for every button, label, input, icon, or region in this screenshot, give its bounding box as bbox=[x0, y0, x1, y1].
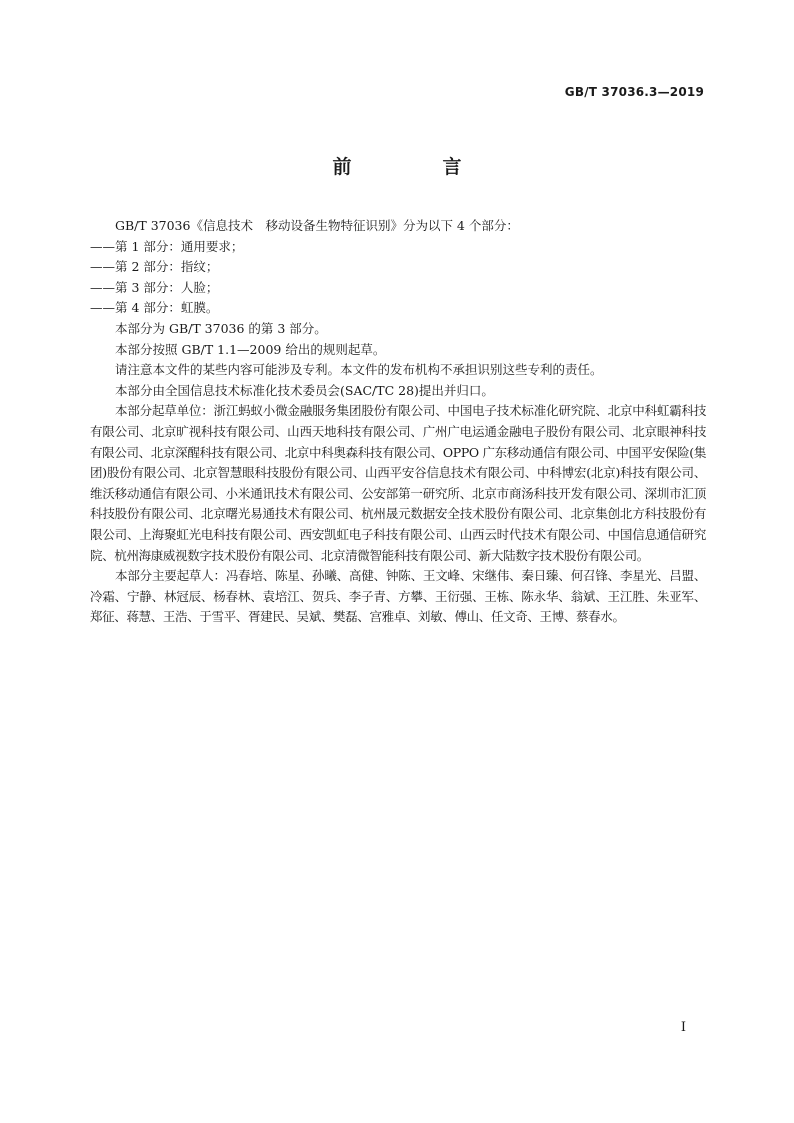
drafting-units-paragraph: 本部分起草单位：浙江蚂蚁小微金融服务集团股份有限公司、中国电子技术标准化研究院、北京中科虹霸科技有限公司、北京旷视科技有限公司、山西天地科技有限公司、广州广电运通金融电子股份有限公司、北京眼神科技有限公司、北京深醒科技有限公司、北京中科奥森科技有限公司、OPPO 广东移动通信有限公司、中国平安保险(集团)股份有限公司、北京智慧眼科技股份有限公司、山西平安谷信息技术有限公司、中科博宏(北京)科技有限公司、维沃移动通信有限公司、小米通讯技术有限公司、公安部第一研究所、北京市商汤科技开发有限公司、深圳市汇顶科技股份有限公司、北京曙光易通技术有限公司、杭州晟元数据安全技术股份有限公司、北京集创北方科技股份有限公司、上海聚虹光电科技有限公司、西安凯虹电子科技有限公司、山西云时代技术有限公司、中国信息通信研究院、杭州海康威视数字技术股份有限公司、北京清微智能科技有限公司、新大陆数字技术股份有限公司。 bbox=[90, 403, 706, 563]
patent-notice-paragraph: 请注意本文件的某些内容可能涉及专利。本文件的发布机构不承担识别这些专利的责任。 bbox=[115, 362, 603, 378]
standard-code: GB/T 37036.3—2019 bbox=[564, 85, 704, 99]
list-item-part-4: ——第 4 部分：虹膜。 bbox=[90, 300, 219, 316]
list-item-part-3: ——第 3 部分：人脸； bbox=[90, 279, 219, 295]
drafting-rules-paragraph: 本部分按照 GB/T 1.1—2009 给出的规则起草。 bbox=[115, 341, 386, 357]
page-number: I bbox=[680, 1020, 686, 1035]
drafters-paragraph: 本部分主要起草人：冯春培、陈星、孙曦、高健、钟陈、王文峰、宋继伟、秦日臻、何召锋、李星光、吕盟、冷霜、宁静、林冠辰、杨春林、袁培江、贺兵、李子青、方攀、王衍强、王栋、陈永华、翁斌、王江胜、朱亚军、郑征、蒋慧、王浩、于雪平、胥建民、吴斌、樊磊、宫雅卓、刘敏、傅山、任文奇、王博、蔡春水。 bbox=[90, 568, 706, 625]
list-item-part-1: ——第 1 部分：通用要求； bbox=[90, 238, 244, 254]
this-part-paragraph: 本部分为 GB/T 37036 的第 3 部分。 bbox=[115, 320, 327, 336]
page-title: 前 言 bbox=[332, 156, 498, 178]
list-item-part-2: ——第 2 部分：指纹； bbox=[90, 259, 219, 275]
proposed-by-paragraph: 本部分由全国信息技术标准化技术委员会(SAC/TC 28)提出并归口。 bbox=[115, 382, 494, 398]
intro-paragraph: GB/T 37036《信息技术 移动设备生物特征识别》分为以下 4 个部分： bbox=[115, 218, 519, 233]
document-body bbox=[90, 216, 706, 628]
